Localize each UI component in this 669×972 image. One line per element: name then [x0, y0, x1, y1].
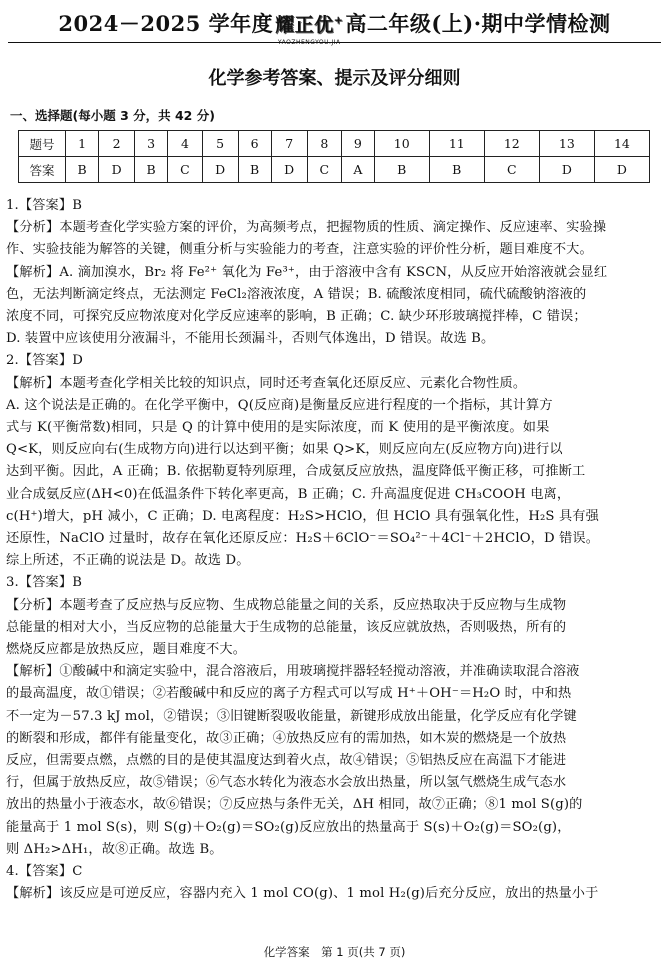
text-line: 【分析】本题考查了反应热与反应物、生成物总能量之间的关系，反应热取决于反应物与生成物 — [6, 597, 567, 613]
text-line: 不一定为－57.3 kJ mol，②错误；③旧键断裂吸收能量，新键形成放出能量，化学反应有化学键 — [6, 708, 577, 724]
answer-cell: B — [238, 157, 271, 183]
text-line: 浓度不同，可探究反应物浓度对化学反应速率的影响，B 正确；C. 缺少环形玻璃搅拌棒，C 错误； — [6, 309, 587, 325]
solution-body — [6, 195, 656, 906]
question-number-cell: 4 — [168, 131, 202, 157]
question-number-cell: 10 — [374, 131, 429, 157]
answer-row — [19, 157, 650, 183]
answer-cell: B — [429, 157, 484, 183]
text-line: 4.【答案】C — [6, 864, 83, 880]
text-line: 的断裂和形成，都伴有能量变化，故③正确；④放热反应有的需加热，如木炭的燃烧是一个放热 — [6, 730, 567, 746]
text-line: 达到平衡。因此，A 正确；B. 依据勒夏特列原理，合成氨反应放热，温度降低平衡正移，可推断工 — [6, 464, 586, 480]
text-line: D. 装置中应该使用分液漏斗，不能用长颈漏斗，否则气体逸出，D 错误。故选 B。 — [6, 331, 495, 347]
answer-cell: A — [342, 157, 375, 183]
row-label: 题号 — [19, 131, 66, 157]
section-heading: 一、选择题(每小题 3 分，共 42 分) — [10, 108, 215, 123]
answer-cell: B — [135, 157, 168, 183]
text-line: 【解析】本题考查化学相关比较的知识点，同时还考查氧化还原反应、元素化合物性质。 — [6, 375, 527, 391]
text-line: 能量高于 1 mol S(s)，则 S(g)＋O₂(g)＝SO₂(g)反应放出的热量高于 S(s)＋O₂(g)＝SO₂(g)， — [6, 819, 571, 835]
text-line: 【解析】该反应是可逆反应，容器内充入 1 mol CO(g)、1 mol H₂(g)后充分反应，放出的热量小于 — [6, 886, 599, 902]
question-number-cell: 6 — [238, 131, 271, 157]
text-line: 放出的热量小于液态水，故⑥错误；⑦反应热与条件无关，ΔH 相同，故⑦正确；⑧1 mol S(g)的 — [6, 797, 583, 813]
text-line: 色，无法判断滴定终点，无法测定 FeCl₂溶液浓度，A 错误；B. 硫酸浓度相同，硫代硫酸钠溶液的 — [6, 286, 587, 302]
answer-table — [18, 130, 650, 183]
question-number-cell: 1 — [66, 131, 99, 157]
header-rule — [8, 42, 661, 43]
page-subtitle: 化学参考答案、提示及评分细则 — [208, 68, 461, 89]
answer-cell: B — [66, 157, 99, 183]
text-line: 燃烧反应都是放热反应，题目难度不大。 — [6, 642, 247, 658]
text-line: 行，但属于放热反应，故⑤错误；⑥气态水转化为液态水会放出热量，所以氢气燃烧生成气态水 — [6, 775, 567, 791]
question-number-cell: 5 — [202, 131, 238, 157]
question-number-row — [19, 131, 650, 157]
answer-cell: D — [271, 157, 307, 183]
text-line: 【解析】①酸碱中和滴定实验中，混合溶液后，用玻璃搅拌器轻轻搅动溶液，并准确读取混合溶液 — [6, 664, 580, 680]
text-line: 3.【答案】B — [6, 575, 83, 591]
text-line: 还原性，NaClO 过量时，故存在氧化还原反应：H₂S＋6ClO⁻＝SO₄²⁻＋4Cl⁻＋2HClO，D 错误。 — [6, 531, 600, 547]
exam-title — [0, 8, 669, 46]
question-number-cell: 8 — [307, 131, 341, 157]
answer-cell: D — [594, 157, 649, 183]
title-year: 2024－2025 学年度 — [58, 11, 274, 36]
text-line: 的最高温度，故①错误；②若酸碱中和反应的离子方程式可以写成 H⁺＋OH⁻＝H₂O 时，中和热 — [6, 686, 572, 702]
text-line: 业合成氨反应(ΔH<0)在低温条件下转化率更高，B 正确；C. 升高温度促进 CH₃COOH 电离， — [6, 486, 571, 502]
question-number-cell: 12 — [484, 131, 539, 157]
text-line: 则 ΔH₂>ΔH₁，故⑧正确。故选 B。 — [6, 841, 223, 857]
question-number-cell: 7 — [271, 131, 307, 157]
answer-cell: D — [202, 157, 238, 183]
text-line: Q<K，则反应向右(生成物方向)进行以达到平衡；如果 Q>K，则反应向左(反应物方向)进行以 — [6, 442, 563, 458]
question-number-cell: 13 — [539, 131, 594, 157]
question-number-cell: 3 — [135, 131, 168, 157]
question-number-cell: 14 — [594, 131, 649, 157]
text-line: c(H⁺)增大，pH 减小，C 正确；D. 电离程度：H₂S>HClO，但 HClO 具有强氧化性，H₂S 具有强 — [6, 508, 599, 524]
text-line: 1.【答案】B — [6, 198, 83, 213]
question-number-cell: 2 — [99, 131, 135, 157]
answer-cell: C — [307, 157, 341, 183]
text-line: 【分析】本题考查化学实验方案的评价，为高频考点，把握物质的性质、滴定操作、反应速率、实验操 — [6, 220, 607, 236]
answer-cell: D — [539, 157, 594, 183]
answer-cell: D — [99, 157, 135, 183]
answer-cell: C — [168, 157, 202, 183]
page-footer: 化学答案 第 1 页(共 7 页) — [263, 945, 406, 959]
title-grade: 高二年级(上)·期中学情检测 — [345, 11, 611, 36]
row-label: 答案 — [19, 157, 66, 183]
question-number-cell: 11 — [429, 131, 484, 157]
text-line: 综上所述，不正确的说法是 D。故选 D。 — [6, 553, 250, 569]
brand-subtext: YAOZHENGYOU.JIA — [277, 39, 341, 46]
brand-logo: 耀正优+ YAOZHENGYOU.JIA — [275, 13, 344, 46]
question-number-cell: 9 — [342, 131, 375, 157]
text-line: 总能量的相对大小，当反应物的总能量大于生成物的总能量，该反应就放热，否则吸热，所有的 — [6, 619, 567, 635]
text-line: 【解析】A. 滴加溴水，Br₂ 将 Fe²⁺ 氧化为 Fe³⁺，由于溶液中含有 KSCN，从反应开始溶液就会显红 — [6, 264, 608, 280]
text-line: 作、实验技能为解答的关键，侧重分析与实验能力的考查，注意实验的评价性分析，题目难度不大。 — [6, 242, 593, 258]
brand-plus: + — [333, 13, 344, 27]
answer-cell: C — [484, 157, 539, 183]
text-line: 2.【答案】D — [6, 353, 83, 369]
text-line: A. 这个说法是正确的。在化学平衡中，Q(反应商)是衡量反应进行程度的一个指标，其计算方 — [6, 397, 553, 413]
text-line: 反应，但需要点燃，点燃的目的是使其温度达到着火点，故④错误；⑤铝热反应在高温下才能进 — [6, 753, 567, 769]
answer-cell: B — [374, 157, 429, 183]
text-line: 式与 K(平衡常数)相同，只是 Q 的计算中使用的是实际浓度，而 K 使用的是平衡浓度。如果 — [6, 420, 550, 436]
